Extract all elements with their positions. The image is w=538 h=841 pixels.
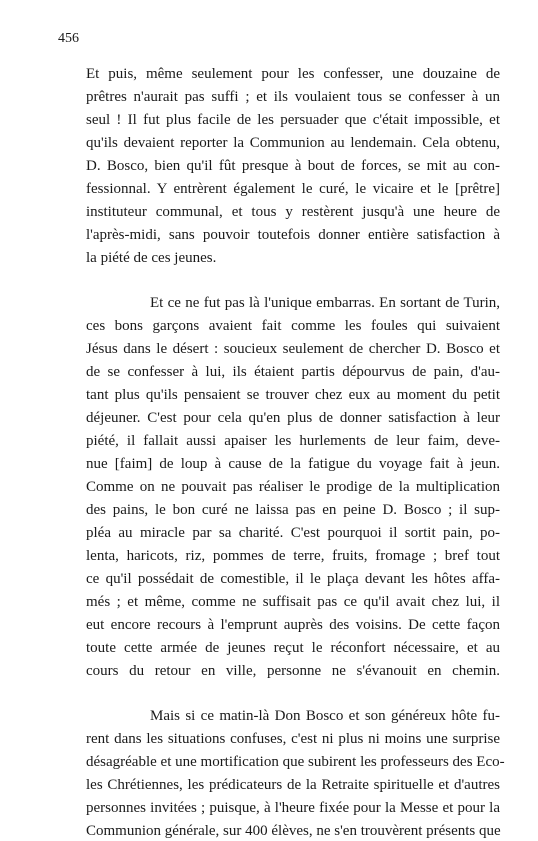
text-line: eut encore recours à l'emprunt auprès des voisins. De cette façon bbox=[86, 617, 500, 633]
text-line: lenta, haricots, riz, pommes de terre, fruits, fromage ; bref tout bbox=[86, 548, 500, 564]
text-line: désagréable et une mortification que subirent les professeurs des Eco- bbox=[86, 754, 505, 770]
text-line: més ; et même, comme ne suffisait pas ce qu'il avait chez lui, il bbox=[86, 594, 500, 610]
text-line: des pains, le bon curé ne laissa pas en peine D. Bosco ; il sup- bbox=[86, 502, 500, 518]
text-line: fessionnal. Y entrèrent également le curé, le vicaire et le [prêtre] bbox=[86, 181, 500, 197]
text-line: nue [faim] de loup à cause de la fatigue du voyage fait à jeun. bbox=[86, 456, 500, 472]
text-line: la piété de ces jeunes. bbox=[86, 250, 217, 266]
text-line: cours du retour en ville, personne ne s'évanouit en chemin. bbox=[86, 663, 500, 679]
text-line: qu'ils devaient reporter la Communion au lendemain. Cela obtenu, bbox=[86, 135, 500, 151]
text-line: D. Bosco, bien qu'il fût presque à bout de forces, se mit au con- bbox=[86, 158, 500, 174]
text-line: l'après-midi, sans pouvoir toutefois donner entière satisfaction à bbox=[86, 227, 500, 243]
text-line: tant plus qu'ils pensaient se trouver chez eux au moment du petit bbox=[86, 387, 500, 403]
text-line: toute cette armée de jeunes reçut le réconfort nécessaire, et au bbox=[86, 640, 500, 656]
text-line: déjeuner. C'est pour cela qu'en plus de donner satisfaction à leur bbox=[86, 410, 500, 426]
text-line: Comme on ne pouvait pas réaliser le prodige de la multiplication bbox=[86, 479, 500, 495]
text-line: piété, il fallait aussi apaiser les hurlements de leur faim, deve- bbox=[86, 433, 500, 449]
text-line: pléa au miracle par sa charité. C'est pourquoi il sortit pain, po- bbox=[86, 525, 500, 541]
text-line: seul ! Il fut plus facile de les persuader que c'était impossible, et bbox=[86, 112, 500, 128]
text-line: Communion générale, sur 400 élèves, ne s'en trouvèrent présents que bbox=[86, 823, 501, 839]
text-line: rent dans les situations confuses, c'est ni plus ni moins une surprise bbox=[86, 731, 500, 747]
text-line: Mais si ce matin-là Don Bosco et son généreux hôte fu- bbox=[150, 708, 500, 724]
text-line: Et ce ne fut pas là l'unique embarras. En sortant de Turin, bbox=[150, 295, 500, 311]
text-line: de se confesser à lui, ils étaient partis dépourvus de pain, d'au- bbox=[86, 364, 500, 380]
text-line: ces bons garçons avaient fait comme les foules qui suivaient bbox=[86, 318, 500, 334]
page-number: 456 bbox=[58, 31, 79, 46]
text-line: prêtres n'aurait pas suffi ; et ils voulaient tous se confesser à un bbox=[86, 89, 500, 105]
text-line: les Chrétiennes, les prédicateurs de la Retraite spirituelle et d'autres bbox=[86, 777, 500, 793]
text-line: Jésus dans le désert : soucieux seulement de chercher D. Bosco et bbox=[86, 341, 500, 357]
text-line: Et puis, même seulement pour les confesser, une douzaine de bbox=[86, 66, 500, 82]
text-line: instituteur communal, et tous y restèrent jusqu'à une heure de bbox=[86, 204, 500, 220]
text-line: personnes invitées ; puisque, à l'heure fixée pour la Messe et pour la bbox=[86, 800, 500, 816]
text-line: ce qu'il possédait de comestible, il le plaça devant les hôtes affa- bbox=[86, 571, 500, 587]
